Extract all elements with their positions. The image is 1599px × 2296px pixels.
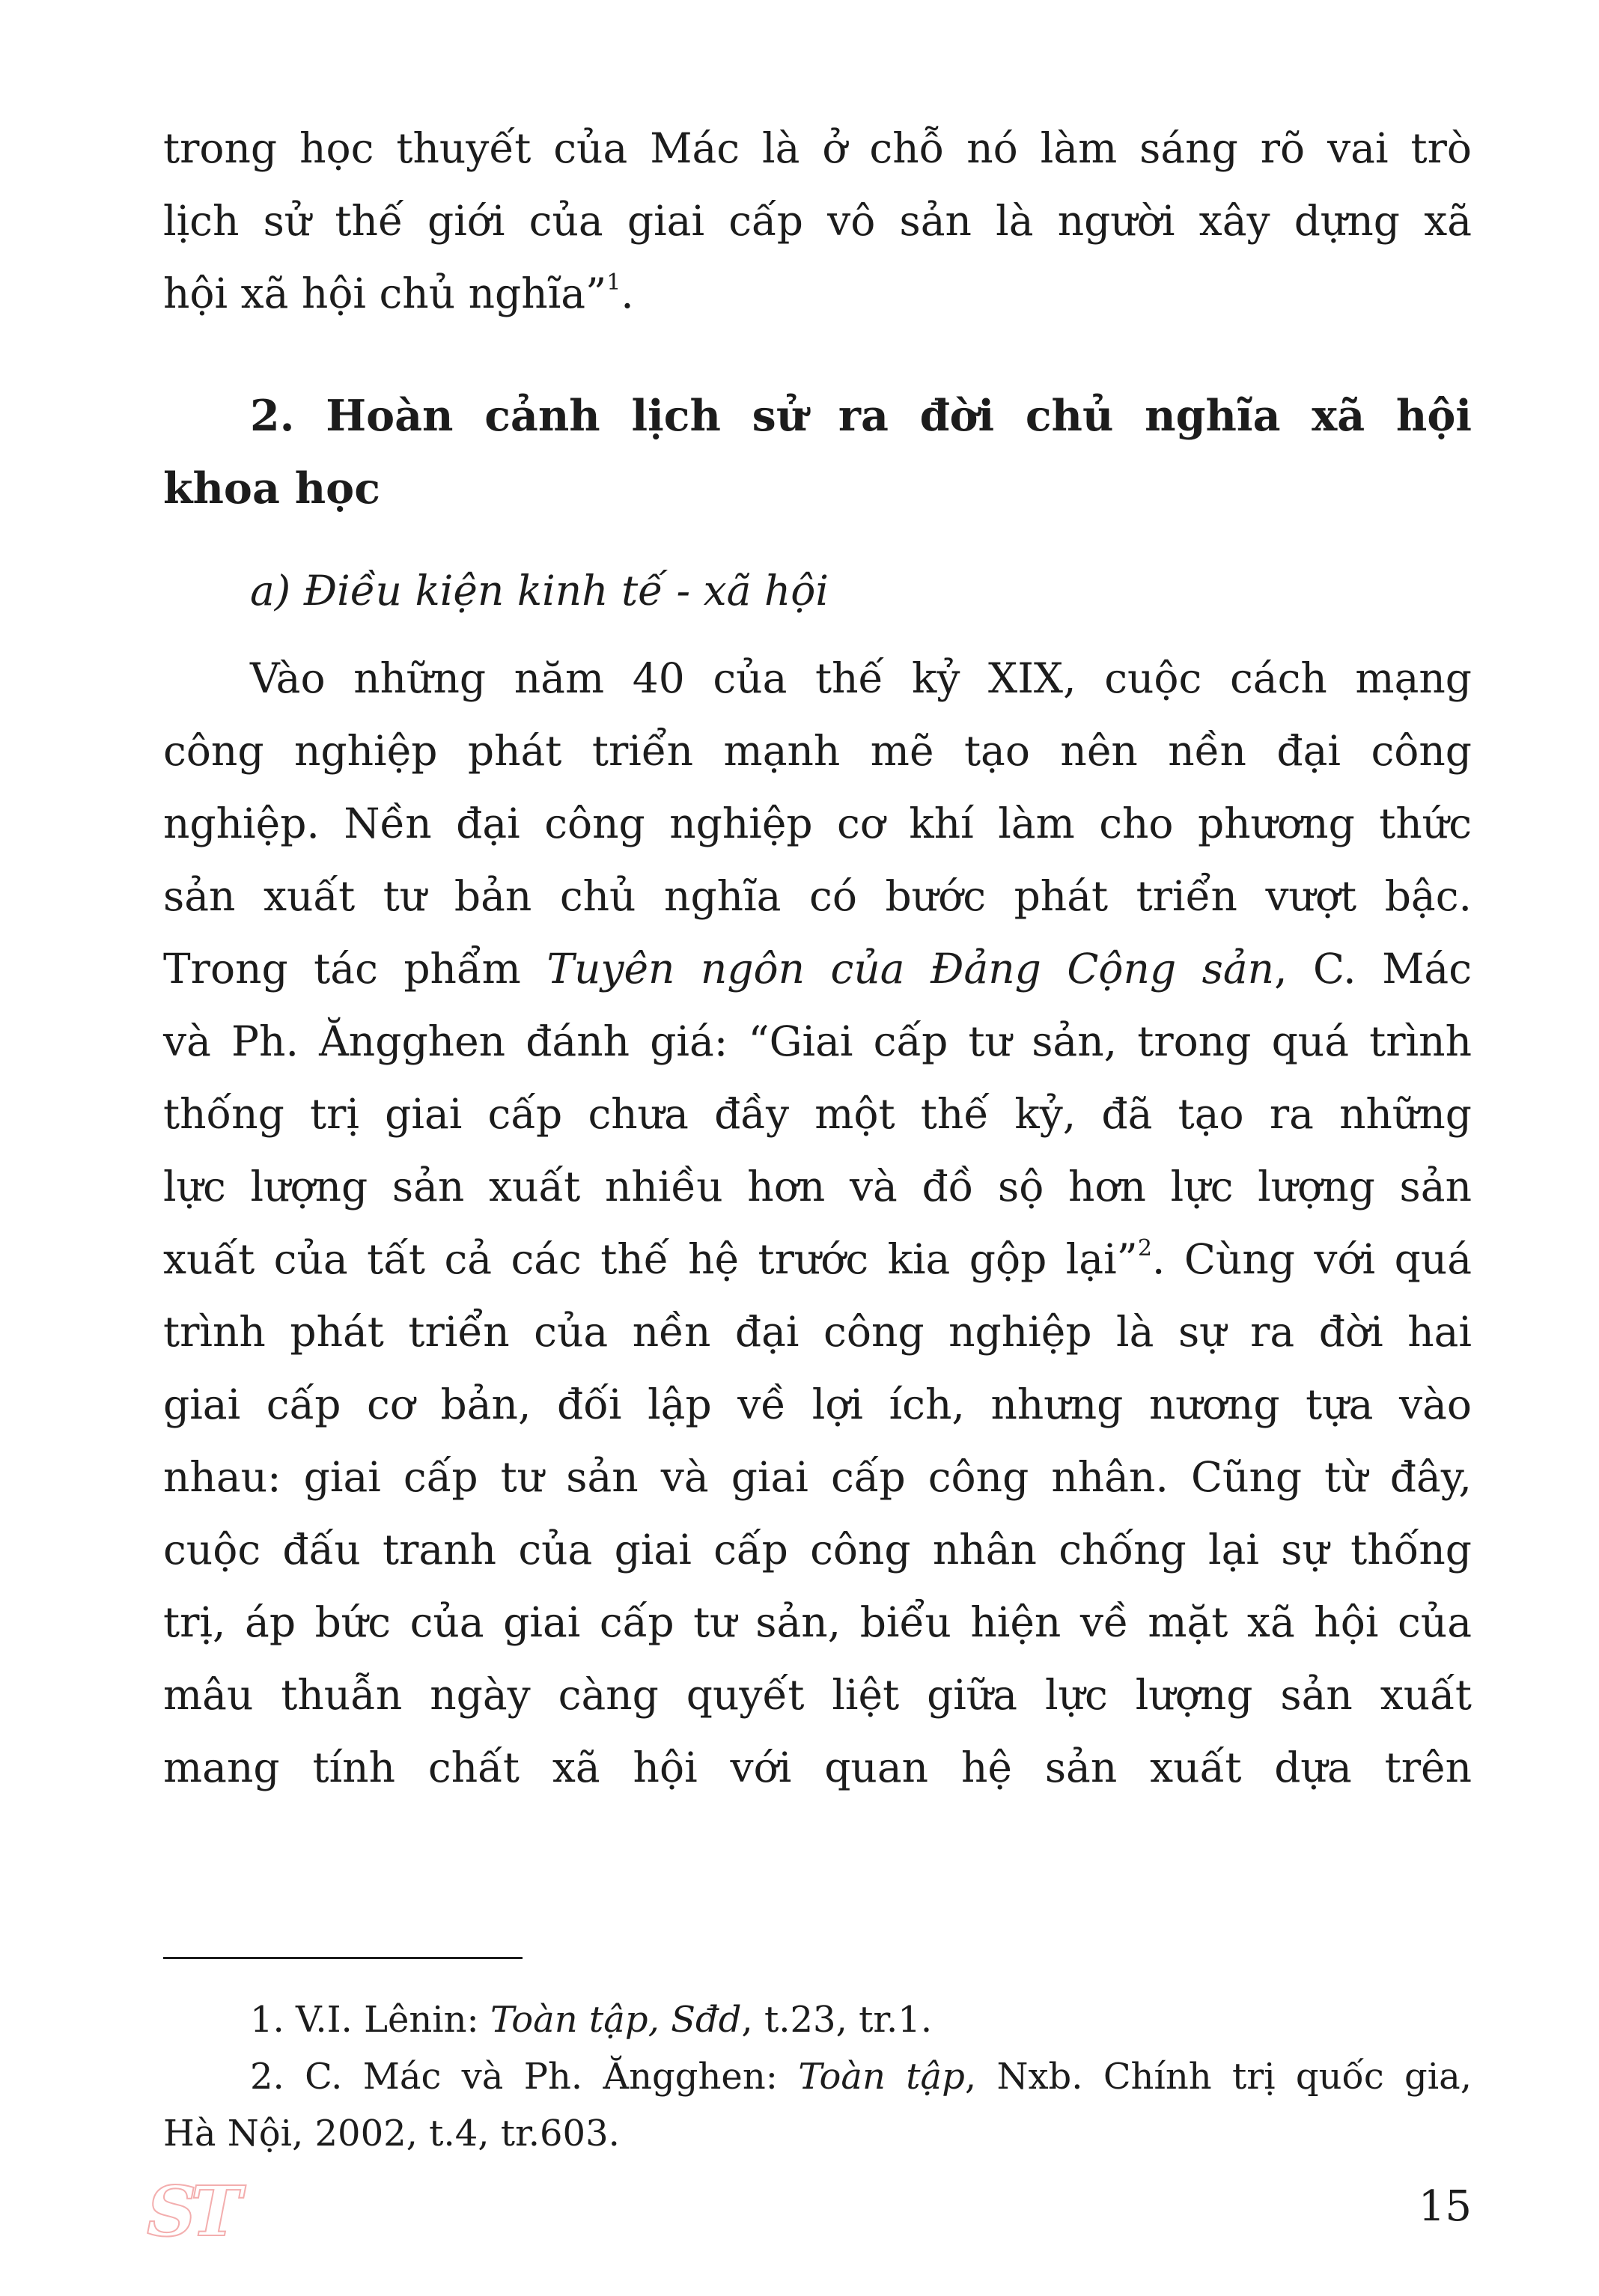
- heading-line: khoa học: [163, 463, 380, 514]
- text-line: nhau: giai cấp tư sản và giai cấp công nhân. Cũng từ đây,: [163, 1453, 1472, 1501]
- continued-paragraph: [163, 112, 1472, 330]
- text-line: trình phát triển của nền đại công nghiệp là sự ra đời hai: [163, 1308, 1472, 1356]
- text-segment: Trong tác phẩm: [163, 945, 547, 993]
- footnote-2-continued: Hà Nội, 2002, t.4, tr.603.: [163, 2113, 620, 2155]
- text-segment: xuất của tất cả các thế hệ trước kia gộp lại”: [163, 1235, 1138, 1283]
- text-segment: , t.23, tr.1.: [741, 1999, 933, 2041]
- text-line: trong học thuyết của Mác là ở chỗ nó làm sáng rõ vai trò: [163, 124, 1472, 172]
- text-segment: 2. C. Mác và Ph. Ăngghen:: [250, 2056, 799, 2098]
- text-line: sản xuất tư bản chủ nghĩa có bước phát triển vượt bậc.: [163, 872, 1472, 920]
- footnote-divider: [163, 1957, 523, 1959]
- text-segment: . Cùng với quá: [1151, 1235, 1472, 1283]
- text-line: Vào những năm 40 của thế kỷ XIX, cuộc cách mạng: [250, 654, 1472, 702]
- text-line: và Ph. Ăngghen đánh giá: “Giai cấp tư sản, trong quá trình: [163, 1017, 1472, 1065]
- text-segment: , C. Mác: [1274, 945, 1472, 993]
- footnote-1: [163, 1991, 1472, 2048]
- text-segment: hội xã hội chủ nghĩa”: [163, 270, 607, 317]
- page-number: 15: [1418, 2182, 1472, 2231]
- text-line: nghiệp. Nền đại công nghiệp cơ khí làm cho phương thức: [163, 800, 1472, 847]
- text-line: mang tính chất xã hội với quan hệ sản xuất dựa trên: [163, 1744, 1472, 1791]
- text-line: công nghiệp phát triển mạnh mẽ tạo nên nền đại công: [163, 727, 1472, 775]
- main-paragraph: [163, 642, 1472, 1804]
- book-title: Toàn tập, Sđd: [490, 1999, 742, 2041]
- book-title: Toàn tập: [798, 2056, 965, 2098]
- text-line: [163, 258, 1472, 330]
- heading-line: 2. Hoàn cảnh lịch sử ra đời chủ nghĩa xã hội: [250, 391, 1472, 441]
- text-segment: .: [621, 270, 634, 317]
- text-line: thống trị giai cấp chưa đầy một thế kỷ, đã tạo ra những: [163, 1090, 1472, 1138]
- book-title: Tuyên ngôn của Đảng Cộng sản: [546, 945, 1275, 993]
- text-line: trị, áp bức của giai cấp tư sản, biểu hiện về mặt xã hội của: [163, 1598, 1472, 1646]
- footnote-ref: 2: [1137, 1235, 1152, 1261]
- subsection-heading: [163, 555, 1472, 627]
- text-line: giai cấp cơ bản, đối lập về lợi ích, nhưng nương tựa vào: [163, 1380, 1472, 1428]
- publisher-logo: ST: [147, 2171, 236, 2252]
- text-line: [163, 1223, 1472, 1296]
- section-heading: [163, 380, 1472, 525]
- text-segment: , Nxb. Chính trị quốc gia,: [964, 2056, 1472, 2098]
- text-line: mâu thuẫn ngày càng quyết liệt giữa lực lượng sản xuất: [163, 1671, 1472, 1719]
- footnotes: [163, 1991, 1472, 2162]
- text-segment: 1. V.I. Lênin:: [250, 1999, 490, 2041]
- subheading-line: a) Điều kiện kinh tế - xã hội: [250, 567, 829, 615]
- footnote-2: [163, 2048, 1472, 2105]
- text-line: lịch sử thế giới của giai cấp vô sản là người xây dựng xã: [163, 197, 1472, 245]
- footnote-ref: 1: [606, 270, 621, 296]
- text-line: cuộc đấu tranh của giai cấp công nhân chống lại sự thống: [163, 1526, 1472, 1574]
- text-line: [163, 933, 1472, 1005]
- page-body: [163, 112, 1472, 1804]
- text-line: lực lượng sản xuất nhiều hơn và đồ sộ hơn lực lượng sản: [163, 1163, 1472, 1211]
